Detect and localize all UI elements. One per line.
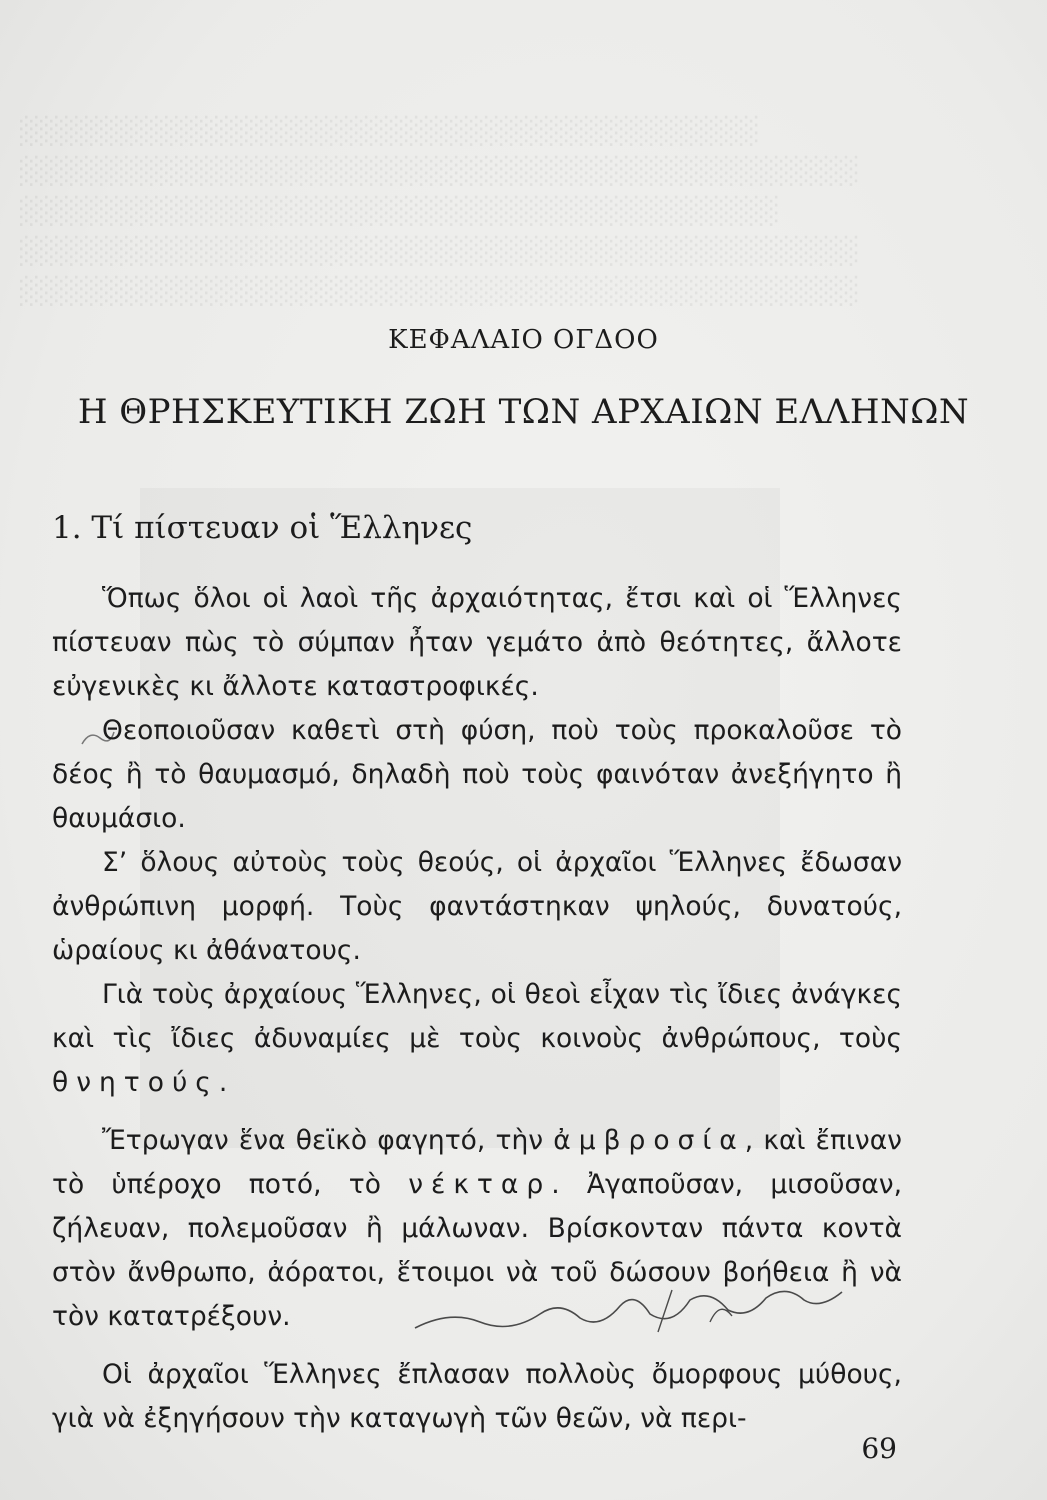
spaced-word: ἀμβροσία [553, 1125, 745, 1156]
text-run: . [218, 1067, 228, 1098]
section-heading: 1. Τί πίστευαν οἱ Ἕλληνες [52, 510, 473, 546]
text-run: Γιὰ τοὺς ἀρχαίους Ἕλληνες, οἱ θεοὶ εἶχαν τὶς ἴδιες ἀνάγκες καὶ τὶς ἴδιες ἀδυναμίες μὲ τοὺς κοινοὺς ἀνθρώπους, τοὺς [52, 979, 902, 1054]
text-run: Ἔτρωγαν ἕνα θεϊκὸ φαγητό, τὴν [102, 1125, 554, 1156]
paragraph: Ὅπως ὅλοι οἱ λαοὶ τῆς ἀρχαιότητας, ἔτσι καὶ οἱ Ἕλληνες πίστευαν πὼς τὸ σύμπαν ἦταν γεμάτο ἀπὸ θεότητες, ἄλλοτε εὐγενικὲς κι ἄλλοτε καταστροφικές. [52, 583, 902, 702]
paragraph: Θεοποιοῦσαν καθετὶ στὴ φύση, ποὺ τοὺς προκαλοῦσε τὸ δέος ἢ τὸ θαυμασμό, δηλαδὴ ποὺ τοὺς φαινόταν ἀνεξήγητο ἢ θαυμάσιο. [52, 715, 902, 834]
spaced-word: θνητούς [52, 1067, 219, 1098]
chapter-label: ΚΕΦΑΛΑΙΟ ΟΓΔΟΟ [388, 325, 659, 355]
show-through-text: ░░░░░░░░░░░░░░░░░░░░░░░░░░░░░░░░░░░░░░░░░░ ░░░░░░░░░░░░░░░░░░░░░░░░░░░░░░░░░░░░░░░░░░ ░░░░░░░░░░░░░░░░░░░░░░░░░░░░░░░░░░░░░░ ░░░░░░░░░░░░░░░░░░░░░░░░░░░░░░░░░░░░░░░░░░ ░░░░░░░░░░░░░░░░░░░░░░░░░░░░░░░░░░░░░ [20, 115, 860, 305]
page-number: 69 [861, 1432, 897, 1465]
paragraph: Οἱ ἀρχαῖοι Ἕλληνες ἔπλασαν πολλοὺς ὄμορφους μύθους, γιὰ νὰ ἐξηγήσουν τὴν καταγωγὴ τῶν θεῶν, νὰ περι- [52, 1359, 902, 1434]
chapter-title: Η ΘΡΗΣΚΕΥΤΙΚΗ ΖΩΗ ΤΩΝ ΑΡΧΑΙΩΝ ΕΛΛΗΝΩΝ [77, 392, 970, 432]
paragraph: Σ’ ὅλους αὐτοὺς τοὺς θεούς, οἱ ἀρχαῖοι Ἕλληνες ἔδωσαν ἀνθρώπινη μορφή. Τοὺς φαντάστηκαν ψηλούς, δυνατούς, ὡραίους κι ἀθάνατους. [52, 847, 902, 966]
text-run: . Ἀγαποῦσαν, μισοῦσαν, ζήλευαν, πολεμοῦσαν ἢ μάλωναν. Βρίσκονταν πάντα κοντὰ στὸν ἄνθρωπο, ἀόρατοι, ἕτοιμοι νὰ τοῦ δώσουν βοήθεια ἢ νὰ τὸν κατατρέξουν. [52, 1169, 902, 1332]
handwritten-scribble [410, 1270, 850, 1340]
spaced-word: νέκταρ [408, 1169, 552, 1200]
paragraph [52, 973, 902, 1105]
text-run: , καὶ ἔπιναν τὸ ὑπέροχο ποτό, τὸ [52, 1125, 902, 1200]
